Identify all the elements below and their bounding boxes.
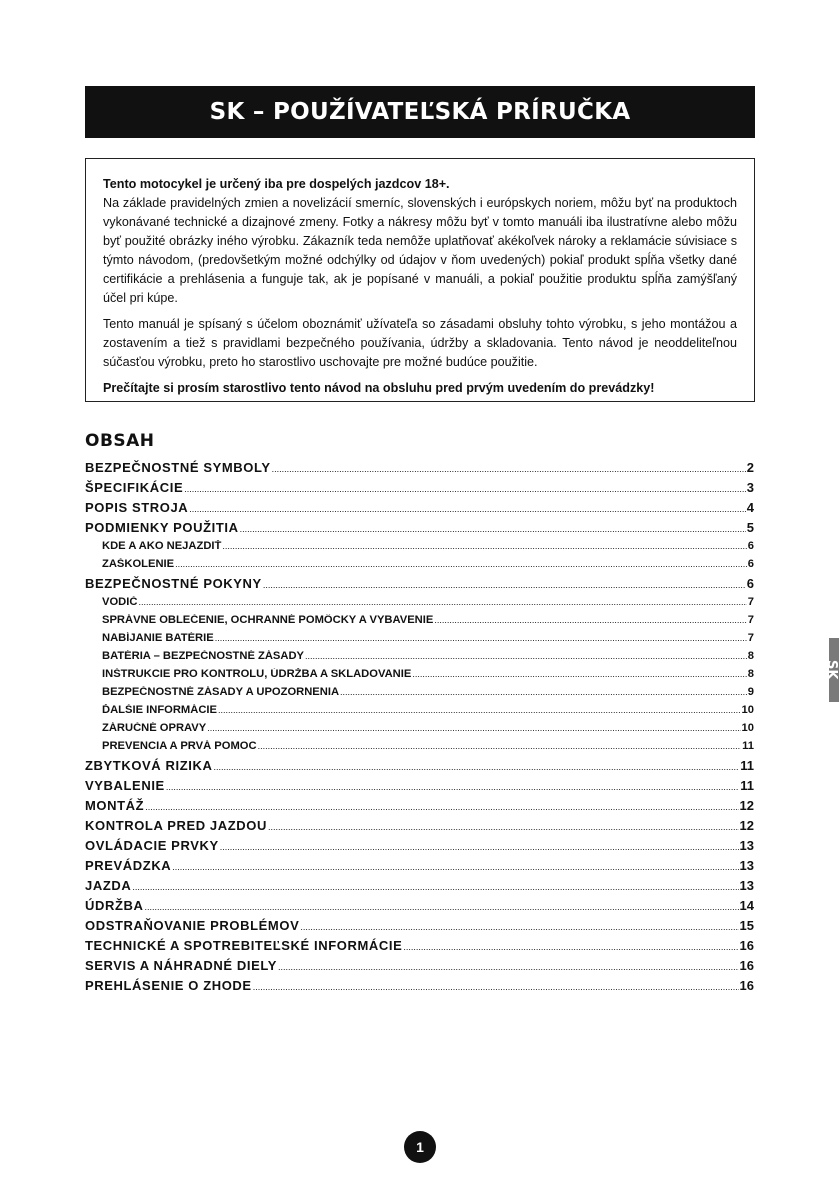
toc-entry[interactable]	[85, 958, 754, 978]
toc-entry[interactable]	[85, 878, 754, 898]
toc-entry[interactable]	[85, 938, 754, 958]
toc-dot-leader	[132, 878, 738, 893]
toc-entry-page: 14	[739, 898, 754, 913]
toc-dot-leader	[215, 632, 747, 644]
toc-entry[interactable]	[85, 500, 754, 520]
toc-dot-leader	[220, 838, 739, 853]
toc-entry-page: 10	[741, 722, 754, 734]
toc-dot-leader	[278, 958, 739, 973]
toc-entry-label: VODIČ	[102, 596, 138, 608]
toc-entry-page: 6	[747, 540, 754, 552]
toc-subentry[interactable]	[85, 668, 754, 686]
toc-subentry[interactable]	[85, 596, 754, 614]
toc-dot-leader	[172, 858, 738, 873]
notice-paragraph-2: Tento manuál je spísaný s účelom oboznámiť užívateľa so zásadami obsluhy tohto výrobku, s jeho montážou a zostavením a tiež s pravidlami bezpečného používania, údržby a skladovania. Tento návod je neoddeliteľnou súčasťou výrobku, preto ho starostlivo uschovajte pre možné budúce použitie.	[103, 317, 737, 369]
toc-entry-page: 13	[739, 838, 754, 853]
toc-entry-label: ÚDRŽBA	[85, 898, 144, 913]
toc-entry-label: KONTROLA PRED JAZDOU	[85, 818, 267, 833]
toc-entry-label: JAZDA	[85, 878, 132, 893]
toc-heading: OBSAH	[85, 431, 155, 451]
toc-entry[interactable]	[85, 898, 754, 918]
toc-entry-page: 8	[747, 650, 754, 662]
toc-dot-leader	[213, 758, 739, 773]
toc-dot-leader	[222, 540, 746, 552]
toc-entry-page: 16	[739, 958, 754, 973]
toc-entry-page: 6	[747, 558, 754, 570]
toc-subentry[interactable]	[85, 540, 754, 558]
toc-dot-leader	[258, 740, 742, 752]
toc-entry-page: 2	[746, 460, 754, 475]
toc-entry-label: PREVENCIA A PRVÁ POMOC	[102, 740, 257, 752]
toc-entry[interactable]	[85, 918, 754, 938]
toc-dot-leader	[305, 650, 747, 662]
notice-paragraph-1	[103, 175, 737, 308]
toc-entry-label: BEZPEČNOSTNÉ POKYNY	[85, 576, 262, 591]
toc-entry-page: 3	[746, 480, 754, 495]
toc-entry-page: 10	[741, 704, 754, 716]
toc-subentry[interactable]	[85, 650, 754, 668]
toc-entry-label: PREVÁDZKA	[85, 858, 172, 873]
toc-entry[interactable]	[85, 858, 754, 878]
toc-entry-label: PODMIENKY POUŽITIA	[85, 520, 239, 535]
toc-dot-leader	[189, 500, 745, 515]
toc-entry[interactable]	[85, 480, 754, 500]
toc-entry-label: INŠTRUKCIE PRO KONTROLU, ÚDRŽBA A SKLADOVANIE	[102, 668, 412, 680]
toc-entry-page: 13	[739, 858, 754, 873]
toc-entry[interactable]	[85, 520, 754, 540]
toc-subentry[interactable]	[85, 722, 754, 740]
toc-entry-label: ĎALŠIE INFORMÁCIE	[102, 704, 217, 716]
toc-entry-page: 11	[740, 778, 754, 793]
toc-subentry[interactable]	[85, 686, 754, 704]
toc-entry-label: ŠPECIFIKÁCIE	[85, 480, 184, 495]
toc-subentry[interactable]	[85, 614, 754, 632]
toc-entry-page: 7	[747, 614, 754, 626]
notice-closing: Prečítajte si prosím starostlivo tento návod na obsluhu pred prvým uvedením do prevádzky!	[103, 381, 655, 395]
toc-dot-leader	[145, 798, 738, 813]
toc-dot-leader	[263, 576, 746, 591]
toc-entry-label: ZBYTKOVÁ RIZIKA	[85, 758, 213, 773]
toc-dot-leader	[138, 596, 746, 608]
table-of-contents	[85, 460, 754, 998]
toc-entry-page: 11	[740, 758, 754, 773]
toc-entry-page: 9	[747, 686, 754, 698]
toc-dot-leader	[434, 614, 746, 626]
toc-dot-leader	[268, 818, 739, 833]
toc-entry[interactable]	[85, 818, 754, 838]
toc-entry-label: PREHLÁSENIE O ZHODE	[85, 978, 252, 993]
toc-entry-page: 15	[739, 918, 754, 933]
toc-dot-leader	[207, 722, 740, 734]
toc-entry-label: OVLÁDACIE PRVKY	[85, 838, 219, 853]
toc-dot-leader	[184, 480, 746, 495]
toc-dot-leader	[218, 704, 741, 716]
toc-entry[interactable]	[85, 838, 754, 858]
toc-entry-page: 12	[739, 798, 754, 813]
toc-entry-label: BEZPEČNOSTNÉ ZÁSADY A UPOZORNENIA	[102, 686, 340, 698]
toc-dot-leader	[300, 918, 738, 933]
toc-entry-page: 11	[742, 740, 754, 752]
toc-entry-label: ODSTRAŇOVANIE PROBLÉMOV	[85, 918, 300, 933]
toc-entry[interactable]	[85, 978, 754, 998]
toc-entry-page: 16	[739, 978, 754, 993]
toc-entry-label: SPRÁVNE OBLEČENIE, OCHRANNÉ POMÔCKY A VYBAVENIE	[102, 614, 434, 626]
toc-entry[interactable]	[85, 778, 754, 798]
toc-dot-leader	[144, 898, 738, 913]
toc-entry-label: MONTÁŽ	[85, 798, 145, 813]
toc-entry-label: TECHNICKÉ A SPOTREBITEĽSKÉ INFORMÁCIE	[85, 938, 403, 953]
toc-entry-label: SERVIS A NÁHRADNÉ DIELY	[85, 958, 277, 973]
toc-dot-leader	[175, 558, 747, 570]
toc-entry[interactable]	[85, 798, 754, 818]
toc-dot-leader	[412, 668, 746, 680]
toc-entry-page: 6	[746, 576, 754, 591]
toc-dot-leader	[403, 938, 738, 953]
toc-entry[interactable]	[85, 460, 754, 480]
toc-subentry[interactable]	[85, 704, 754, 722]
page-title: SK – POUŽÍVATEĽSKÁ PRÍRUČKA	[209, 99, 631, 125]
toc-entry-page: 5	[746, 520, 754, 535]
toc-entry-label: BATÉRIA – BEZPEČNOSTNÉ ZÁSADY	[102, 650, 305, 662]
notice-box	[85, 158, 755, 402]
toc-dot-leader	[166, 778, 739, 793]
notice-body-1: Na základe pravidelných zmien a novelizácií smerníc, slovenských i európskych noriem, môžu byť na produktoch vykonávané technické a dizajnové zmeny. Fotky a nákresy môžu byť v tomto manuáli iba ilustratívne alebo môžu byť použité obrázky iného výrobku. Zákazník teda nemôže uplatňovať akékoľvek nároky a reklamácie súvisiace s týmto návodom, (predovšetkým možné odchýlky od údajov v ňom uvedených) pokiaľ produkt spĺňa všetky dané certifikácie a prehlásenia a funguje tak, ak je popísané v manuáli, a pokiaľ použitie produktu spĺňa zamýšľaný účel pri kúpe.	[103, 196, 737, 305]
toc-dot-leader	[253, 978, 739, 993]
toc-entry-label: POPIS STROJA	[85, 500, 189, 515]
toc-entry-page: 7	[747, 596, 754, 608]
toc-entry[interactable]	[85, 576, 754, 596]
toc-entry[interactable]	[85, 758, 754, 778]
toc-entry-page: 8	[747, 668, 754, 680]
toc-entry-label: ZÁRUČNÉ OPRAVY	[102, 722, 207, 734]
toc-entry-page: 7	[747, 632, 754, 644]
notice-lead: Tento motocykel je určený iba pre dospelých jazdcov 18+.	[103, 177, 450, 191]
toc-entry-page: 12	[739, 818, 754, 833]
toc-dot-leader	[340, 686, 747, 698]
page-title-bar	[85, 86, 755, 138]
toc-entry-label: NABÍJANIE BATÉRIE	[102, 632, 214, 644]
page-number-badge	[404, 1131, 436, 1163]
toc-dot-leader	[240, 520, 746, 535]
toc-entry-label: VYBALENIE	[85, 778, 165, 793]
language-side-tab-label: SK	[824, 660, 839, 680]
toc-subentry[interactable]	[85, 558, 754, 576]
toc-entry-label: BEZPEČNOSTNÉ SYMBOLY	[85, 460, 271, 475]
toc-entry-page: 16	[739, 938, 754, 953]
toc-subentry[interactable]	[85, 740, 754, 758]
page-number: 1	[416, 1139, 424, 1155]
toc-entry-label: ZAŠKOLENIE	[102, 558, 175, 570]
toc-entry-page: 13	[739, 878, 754, 893]
toc-dot-leader	[272, 460, 746, 475]
toc-entry-page: 4	[746, 500, 754, 515]
toc-subentry[interactable]	[85, 632, 754, 650]
toc-entry-label: KDE A AKO NEJAZDIŤ	[102, 540, 222, 552]
